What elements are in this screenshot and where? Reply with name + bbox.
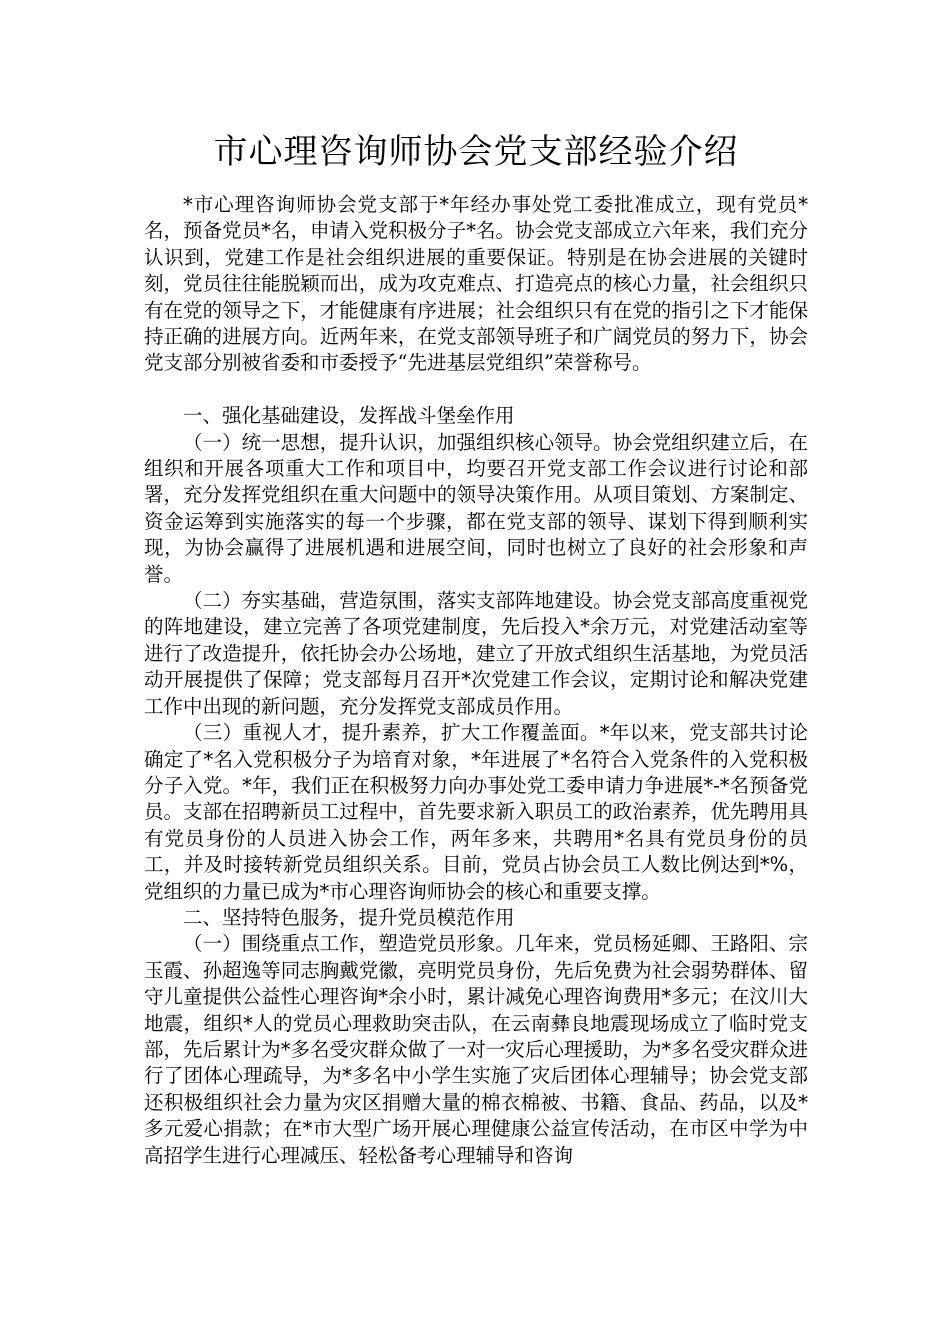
intro-paragraph: *市心理咨询师协会党支部于*年经办事处党工委批准成立，现有党员*名，预备党员*名，申请入党积极分子*名。协会党支部成立六年来，我们充分认识到，党建工作是社会组织进展的重要保证。特别是在协会进展的关键时刻，党员往往能脱颖而出，成为攻克难点、打造亮点的核心力量，社会组织只有在党的领导之下，才能健康有序进展；社会组织只有在党的指引之下才能保持正确的进展方向。近两年来，在党支部领导班子和广阔党员的努力下，协会党支部分别被省委和市委授予“先进基层党组织”荣誉称号。: [144, 193, 808, 375]
body-paragraph: （二）夯实基础，营造氛围，落实支部阵地建设。协会党支部高度重视党的阵地建设，建立完善了各项党建制度，先后投入*余万元，对党建活动室等进行了改造提升，依托协会办公场地，建立了开放式组织生活基地，为党员活动开展提供了保障；党支部每月召开*次党建工作会议，定期讨论和解决党建工作中出现的新问题，充分发挥党支部成员作用。: [144, 589, 808, 718]
body-paragraph: （三）重视人才，提升素养，扩大工作覆盖面。*年以来，党支部共讨论确定了*名入党积极分子为培育对象，*年进展了*名符合入党条件的入党积极分子入党。*年，我们正在积极努力向办事处党工委申请力争进展*-*名预备党员。支部在招聘新员工过程中，首先要求新入职员工的政治素养，优先聘用具有党员身份的人员进入协会工作，两年多来，共聘用*名具有党员身份的员工，并及时接转新党员组织关系。目前，党员占协会员工人数比例达到*%，党组织的力量已成为*市心理咨询师协会的核心和重要支撑。: [144, 721, 808, 903]
body-paragraph: （一）统一思想，提升认识，加强组织核心领导。协会党组织建立后，在组织和开展各项重大工作和项目中，均要召开党支部工作会议进行讨论和部署，充分发挥党组织在重大问题中的领导决策作用。从项目策划、方案制定、资金运筹到实施落实的每一个步骤，都在党支部的领导、谋划下得到顺利实现，为协会赢得了进展机遇和进展空间，同时也树立了良好的社会形象和声誉。: [144, 430, 808, 586]
body-paragraph: （一）围绕重点工作，塑造党员形象。几年来，党员杨延卿、王路阳、宗玉霞、孙超逸等同志胸戴党徽，亮明党员身份，先后免费为社会弱势群体、留守儿童提供公益性心理咨询*余小时，累计减免心理咨询费用*多元；在汶川大地震，组织*人的党员心理救助突击队，在云南彝良地震现场成立了临时党支部，先后累计为*多名受灾群众做了一对一灾后心理援助，为*多名受灾群众进行了团体心理疏导，为*多名中小学生实施了灾后团体心理辅导；协会党支部还积极组织社会力量为灾区捐赠大量的棉衣棉被、书籍、食品、药品，以及*多元爱心捐款；在*市大型广场开展心理健康公益宣传活动，在市区中学为中高招学生进行心理减压、轻松备考心理辅导和咨询: [144, 932, 808, 1167]
document-title: 市心理咨询师协会党支部经验介绍: [213, 132, 739, 172]
section-heading: 二、坚持特色服务，提升党员模范作用: [183, 905, 515, 929]
document-page: [144, 120, 808, 1169]
document-body: [144, 192, 808, 1169]
section-heading: 一、强化基础建设，发挥战斗堡垒作用: [183, 404, 515, 428]
